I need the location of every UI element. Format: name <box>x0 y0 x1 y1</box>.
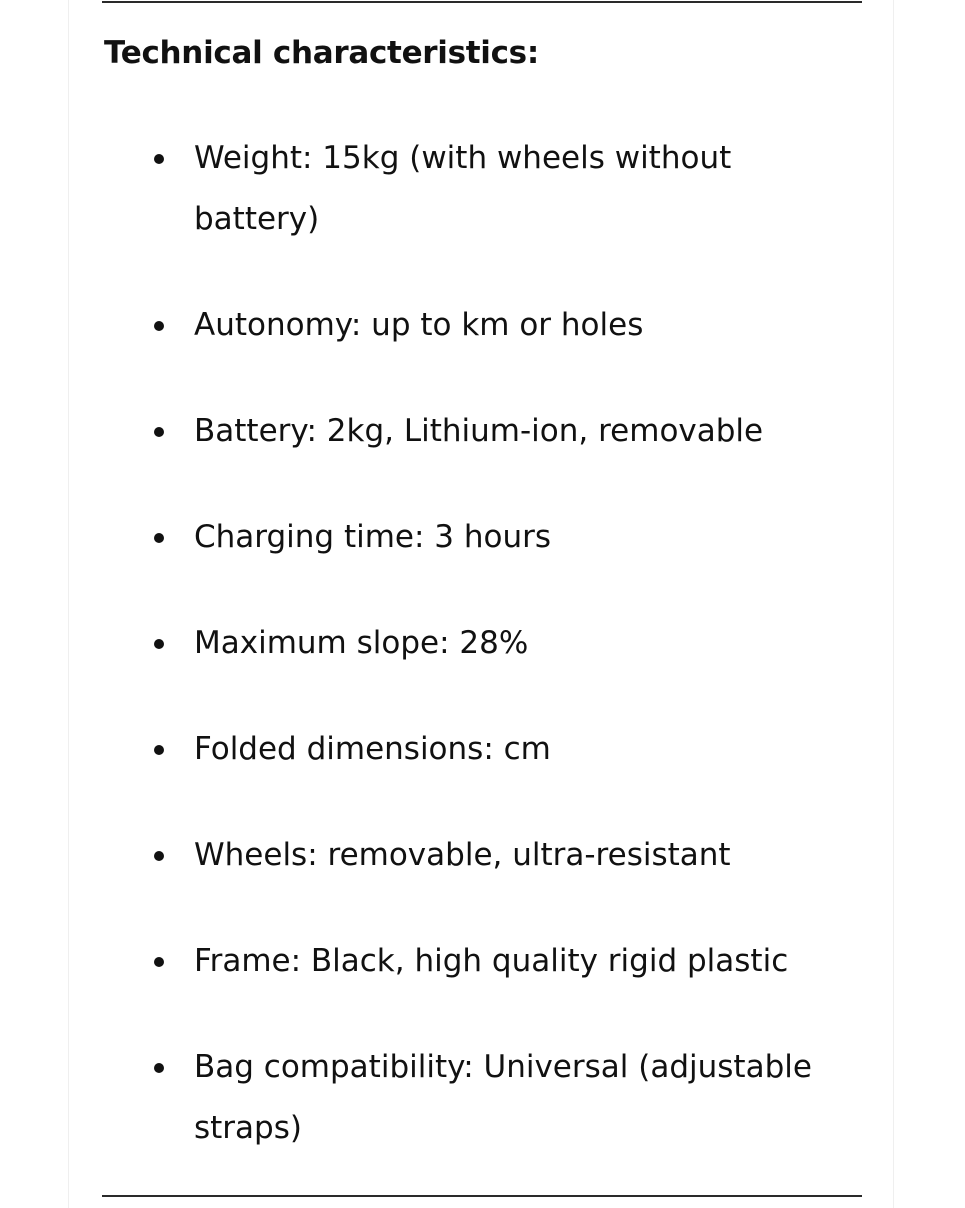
list-item-frame <box>150 931 862 992</box>
spec-text: Wheels: removable, ultra-resistant <box>194 837 731 873</box>
bullet-icon <box>154 745 164 755</box>
bullet-icon <box>154 639 164 649</box>
list-item-battery <box>150 401 862 462</box>
section-heading: Technical characteristics: <box>104 35 539 71</box>
spec-text: Bag compatibility: Universal (adjustable straps) <box>194 1049 812 1146</box>
spec-text: Maximum slope: 28% <box>194 625 529 661</box>
list-item-autonomy <box>150 295 862 356</box>
list-item-bag-compatibility <box>150 1037 819 1159</box>
spec-list <box>150 128 890 1204</box>
bullet-icon <box>154 154 164 164</box>
top-divider <box>102 1 862 3</box>
bottom-divider <box>102 1195 862 1197</box>
bullet-icon <box>154 427 164 437</box>
bullet-icon <box>154 321 164 331</box>
spec-text: Frame: Black, high quality rigid plastic <box>194 943 789 979</box>
bullet-icon <box>154 1063 164 1073</box>
list-item-charging-time <box>150 507 862 568</box>
bullet-icon <box>154 533 164 543</box>
bullet-icon <box>154 851 164 861</box>
spec-text: Battery: 2kg, Lithium-ion, removable <box>194 413 764 449</box>
spec-text: Autonomy: up to km or holes <box>194 307 644 343</box>
spec-text: Weight: 15kg (with wheels without battery) <box>194 140 732 237</box>
list-item-maximum-slope <box>150 613 862 674</box>
list-item-wheels <box>150 825 862 886</box>
spec-text: Charging time: 3 hours <box>194 519 552 555</box>
list-item-folded-dimensions <box>150 719 862 780</box>
bullet-icon <box>154 957 164 967</box>
spec-text: Folded dimensions: cm <box>194 731 551 767</box>
list-item-weight <box>150 128 819 250</box>
